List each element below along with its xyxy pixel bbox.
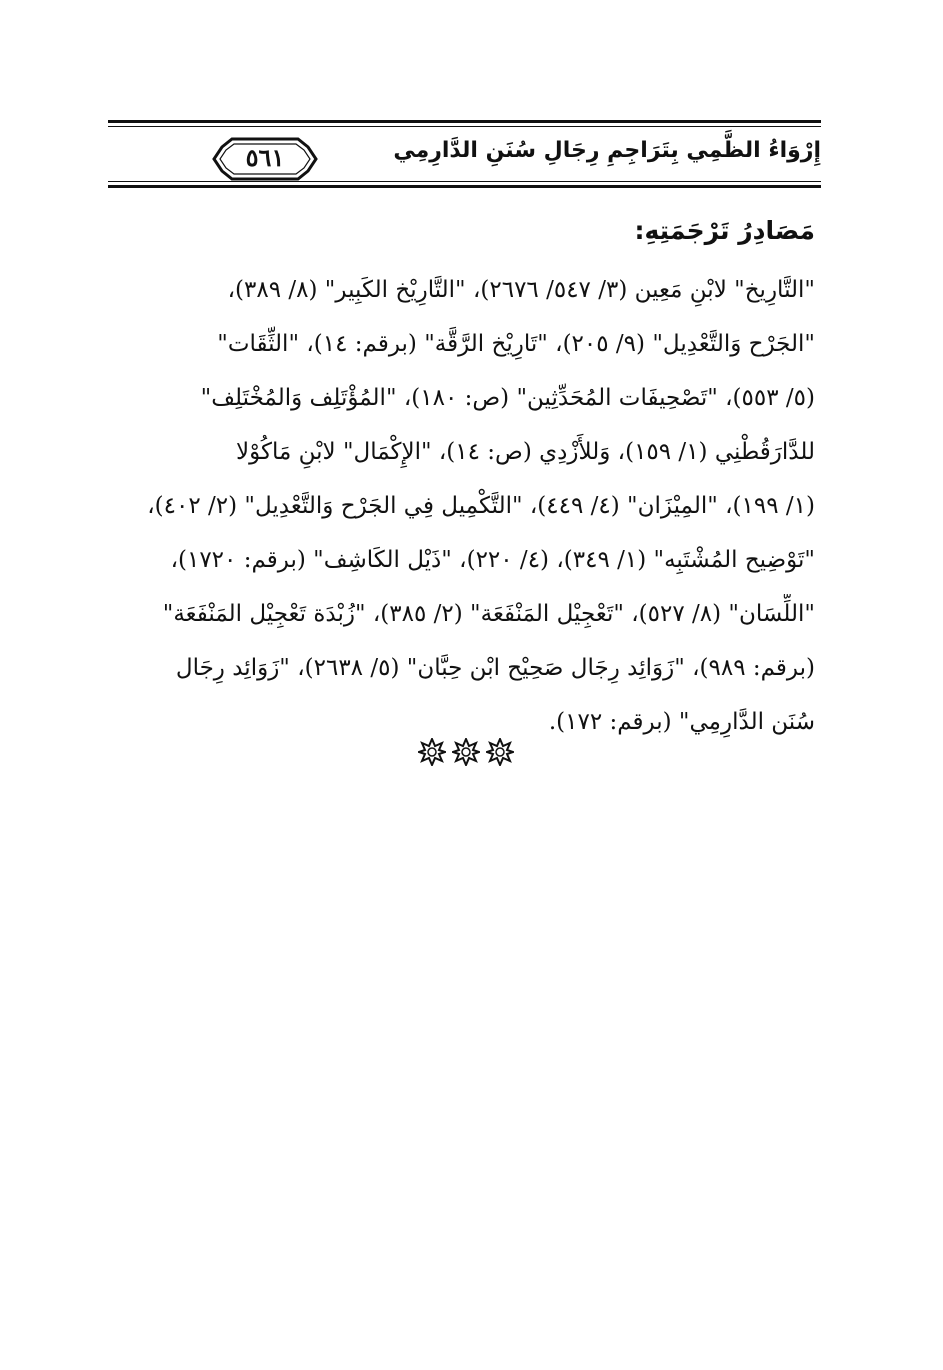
- text-line: "التَّارِيخ" لابْنِ مَعِين (٣/ ٥٤٧/ ٢٦٧٦)، "التَّارِيْخ الكَبِير" (٨/ ٣٨٩)،: [227, 277, 815, 303]
- eight-point-star-icon: [452, 738, 480, 766]
- section-heading: مَصَادِرُ تَرْجَمَتِهِ:: [634, 216, 815, 245]
- page-number-frame: [212, 137, 318, 181]
- text-line: للدَّارَقُطْنِي (١/ ١٥٩)، وَللأَزْدِي (ص: ١٤)، "الإِكْمَال" لابْنِ مَاكُوْلا: [236, 439, 815, 465]
- text-line: "اللِّسَان" (٨/ ٥٢٧)، "تَعْجِيْل المَنْفَعَة" (٢/ ٣٨٥)، "زُبْدَة تَعْجِيْل المَنْفَعَة": [162, 601, 815, 627]
- text-line: سُنَن الدَّارِمِي" (برقم: ١٧٢).: [548, 709, 815, 735]
- text-line: (٥/ ٥٥٣)، "تَصْحِيفَات المُحَدِّثِين" (ص: ١٨٠)، "المُؤْتَلِف وَالمُخْتَلِف": [200, 385, 815, 411]
- text-line: (برقم: ٩٨٩)، "زَوَائِد رِجَال صَحِيْح ابْن حِبَّان" (٥/ ٢٦٣٨)، "زَوَائِد رِجَال: [175, 655, 815, 681]
- running-header-title: إِرْوَاءُ الظَّمِي بِتَرَاجِمِ رِجَالِ سُنَنِ الدَّارِمِي: [393, 138, 821, 163]
- header-rule-top: [108, 120, 821, 123]
- section-end-ornament: [418, 738, 518, 768]
- header-rule-bottom-thin: [108, 181, 821, 182]
- text-line: (١/ ١٩٩)، "المِيْزَان" (٤/ ٤٤٩)، "التَّكْمِيل فِي الجَرْح وَالتَّعْدِيل" (٢/ ٤٠٢)،: [147, 493, 815, 519]
- page-number: ٥٦١: [245, 143, 285, 172]
- sources-paragraph: [125, 270, 815, 756]
- header-rule-top-thin: [108, 126, 821, 127]
- header-rule-bottom: [108, 185, 821, 188]
- text-line: "تَوْضِيح المُشْتَبِه" (١/ ٣٤٩)، (٤/ ٢٢٠)، "ذَيْل الكَاشِف" (برقم: ١٧٢٠)،: [170, 547, 815, 573]
- eight-point-star-icon: [486, 738, 514, 766]
- text-line: "الجَرْح وَالتَّعْدِيل" (٩/ ٢٠٥)، "تَارِيْخ الرَّقَّة" (برقم: ١٤)، "الثِّقَات": [217, 331, 815, 357]
- eight-point-star-icon: [418, 738, 446, 766]
